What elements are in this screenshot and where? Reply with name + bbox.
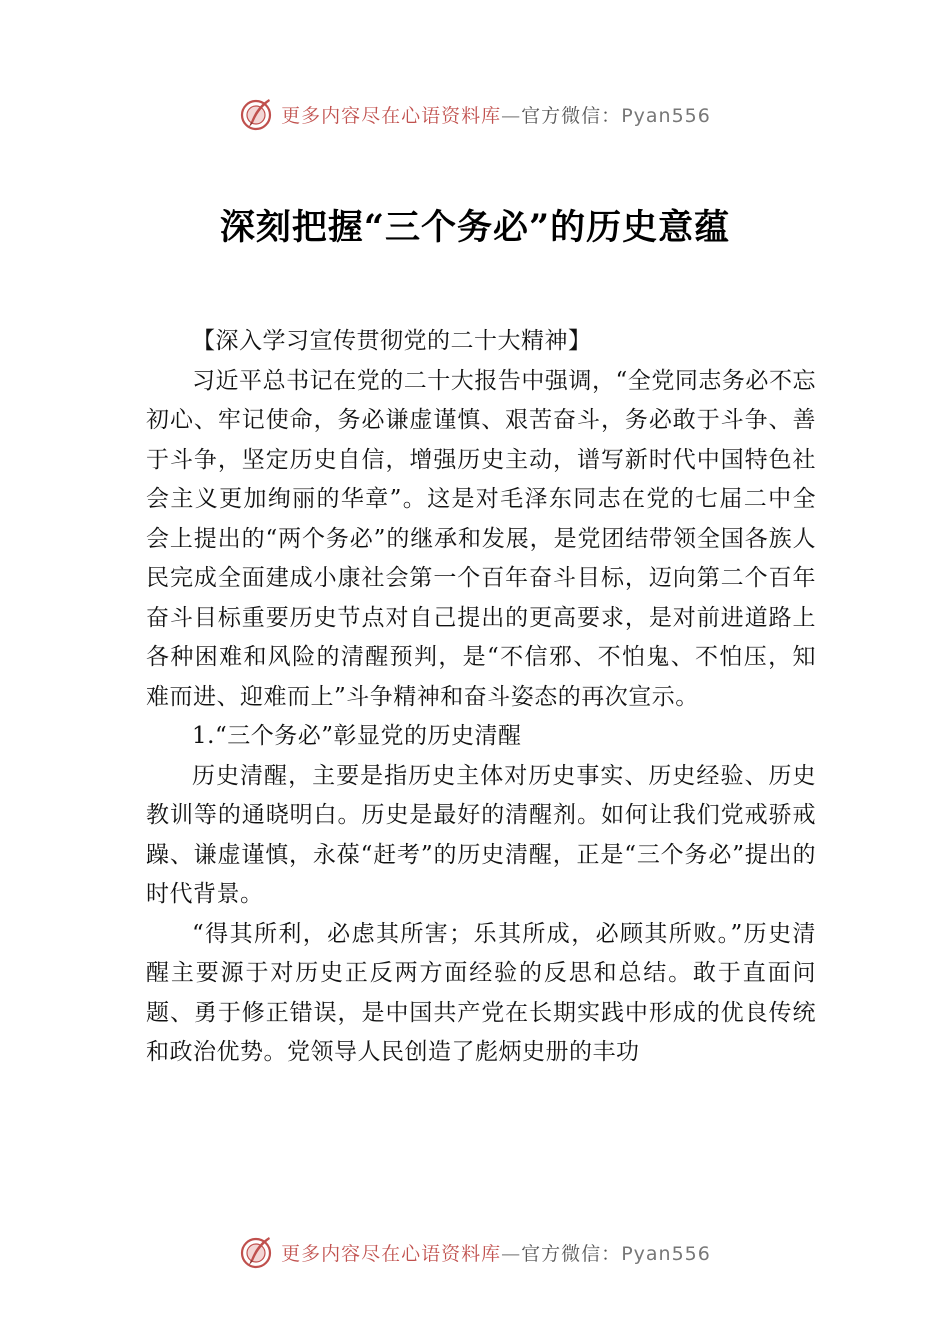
banner-dash: — bbox=[501, 1242, 522, 1265]
document-title: 深刻把握“三个务必”的历史意蕴 bbox=[219, 207, 731, 248]
quill-pen-logo-icon bbox=[239, 1234, 275, 1270]
header-banner-inner bbox=[239, 96, 711, 132]
document-body bbox=[146, 322, 816, 1073]
footer-banner-inner bbox=[239, 1234, 711, 1270]
paragraph: 历史清醒，主要是指历史主体对历史事实、历史经验、历史教训等的通晓明白。历史是最好的清醒剂。如何让我们党戒骄戒躁、谦虚谨慎，永葆“赶考”的历史清醒，正是“三个务必”提出的时代背景。 bbox=[146, 762, 816, 907]
banner-wechat-label: 官方微信： bbox=[521, 1242, 622, 1265]
banner-account: Pyan556 bbox=[621, 1242, 711, 1265]
quill-pen-logo-icon bbox=[239, 96, 275, 132]
banner-brand: 更多内容尽在心语资料库 bbox=[281, 1242, 502, 1265]
banner-brand: 更多内容尽在心语资料库 bbox=[281, 104, 502, 127]
section-heading: 1.“三个务必”彰显党的历史清醒 bbox=[192, 723, 522, 749]
footer-banner bbox=[0, 1232, 950, 1272]
column-tag: 【深入学习宣传贯彻党的二十大精神】 bbox=[192, 328, 592, 354]
header-banner-text bbox=[281, 101, 711, 128]
banner-dash: — bbox=[501, 104, 522, 127]
paragraph: “得其所利，必虑其所害；乐其所成，必顾其所败。”历史清醒主要源于对历史正反两方面经验的反思和总结。敢于直面问题、勇于修正错误，是中国共产党在长期实践中形成的优良传统和政治优势。党领导人民创造了彪炳史册的丰功 bbox=[146, 920, 816, 1065]
paragraph: 习近平总书记在党的二十大报告中强调，“全党同志务必不忘初心、牢记使命，务必谦虚谨慎、艰苦奋斗，务必敢于斗争、善于斗争，坚定历史自信，增强历史主动，谱写新时代中国特色社会主义更加绚丽的华章”。这是对毛泽东同志在党的七届二中全会上提出的“两个务必”的继承和发展，是党团结带领全国各族人民完成全面建成小康社会第一个百年奋斗目标，迈向第二个百年奋斗目标重要历史节点对自己提出的更高要求，是对前进道路上各种困难和风险的清醒预判，是“不信邪、不怕鬼、不怕压，知难而进、迎难而上”斗争精神和奋斗姿态的再次宣示。 bbox=[146, 367, 816, 710]
banner-wechat-label: 官方微信： bbox=[521, 104, 622, 127]
header-banner bbox=[0, 94, 950, 134]
footer-banner-text bbox=[281, 1239, 711, 1266]
banner-account: Pyan556 bbox=[621, 104, 711, 127]
